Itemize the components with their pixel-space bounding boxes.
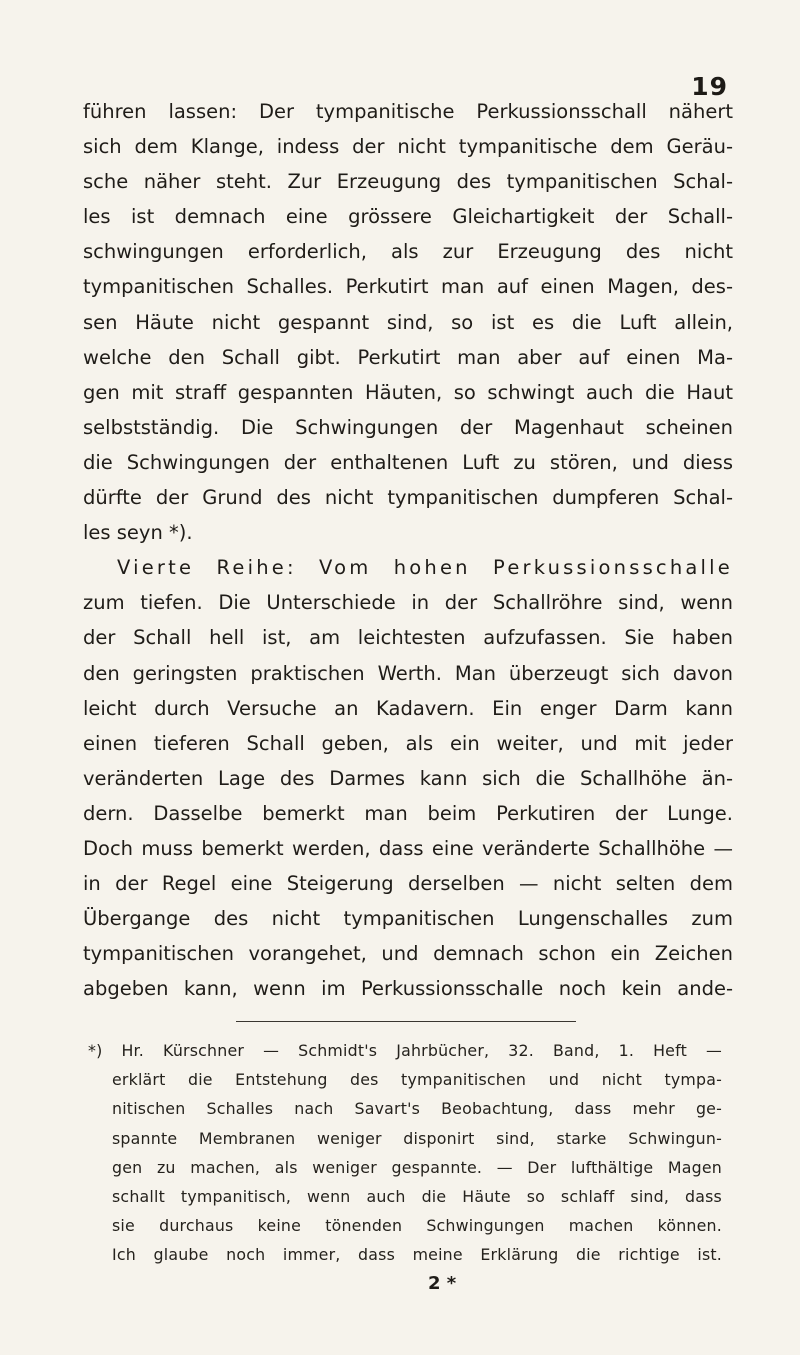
page-number: 19 [691,72,728,101]
text-line: selbstständig. Die Schwingungen der Magenhaut scheinen [83,415,733,439]
text-line: schwingungen erforderlich, als zur Erzeugung des nicht [83,240,733,264]
footnote-line: erklärt die Entstehung des tympanitischen und nicht tympa- [112,1070,722,1090]
text-line: zum tiefen. Die Unterschiede in der Schallröhre sind, wenn [83,591,733,615]
text-line: den geringsten praktischen Werth. Man überzeugt sich davon [83,661,733,685]
footnote-line: Ich glaube noch immer, dass meine Erklärung die richtige ist. [112,1245,722,1265]
footnote-line: nitischen Schalles nach Savart's Beobachtung, dass mehr ge- [112,1099,722,1119]
text-line: welche den Schall gibt. Perkutirt man aber auf einen Ma- [83,345,733,369]
section-heading-line: Vierte Reihe: Vom hohen Perkussionsschalle [117,556,733,580]
text-line: leicht durch Versuche an Kadavern. Ein enger Darm kann [83,696,733,720]
text-line: Übergange des nicht tympanitischen Lungenschalles zum [83,907,733,931]
text-line: tympanitischen vorangehet, und demnach schon ein Zeichen [83,942,733,966]
text-line: les seyn *). [83,521,193,545]
text-line: dern. Dasselbe bemerkt man beim Perkutiren der Lunge. [83,801,733,825]
footnote-line: sie durchaus keine tönenden Schwingungen machen können. [112,1216,722,1236]
signature-mark: 2 * [428,1273,457,1294]
footnote-line: gen zu machen, als weniger gespannte. — Der lufthältige Magen [112,1157,722,1177]
text-line: einen tieferen Schall geben, als ein weiter, und mit jeder [83,731,733,755]
text-line: die Schwingungen der enthaltenen Luft zu stören, und diess [83,450,733,474]
text-line: in der Regel eine Steigerung derselben — nicht selten dem [83,872,733,896]
footnote-line: *) Hr. Kürschner — Schmidt's Jahrbücher, 32. Band, 1. Heft — [88,1041,722,1060]
text-line: abgeben kann, wenn im Perkussionsschalle noch kein ande- [83,977,733,1001]
text-line: der Schall hell ist, am leichtesten aufzufassen. Sie haben [83,626,733,650]
main-text [83,94,733,1006]
footnote-divider [236,1021,576,1022]
text-line: gen mit straff gespannten Häuten, so schwingt auch die Haut [83,380,733,404]
text-line: Doch muss bemerkt werden, dass eine veränderte Schallhöhe — [83,836,733,860]
text-line: veränderten Lage des Darmes kann sich die Schallhöhe än- [83,766,733,790]
text-line: les ist demnach eine grössere Gleichartigkeit der Schall- [83,205,733,229]
footnote-line: spannte Membranen weniger disponirt sind, starke Schwingun- [112,1128,722,1148]
text-line: tympanitischen Schalles. Perkutirt man auf einen Magen, des- [83,275,733,299]
text-line: sich dem Klange, indess der nicht tympanitische dem Geräu- [83,135,733,159]
footnote [88,1036,722,1270]
text-line: dürfte der Grund des nicht tympanitischen dumpferen Schal- [83,486,733,510]
text-line: führen lassen: Der tympanitische Perkussionsschall nähert [83,100,733,123]
footnote-line: schallt tympanitisch, wenn auch die Häute so schlaff sind, dass [112,1187,722,1207]
text-line: sen Häute nicht gespannt sind, so ist es die Luft allein, [83,310,733,334]
text-line: sche näher steht. Zur Erzeugung des tympanitischen Schal- [83,170,733,194]
